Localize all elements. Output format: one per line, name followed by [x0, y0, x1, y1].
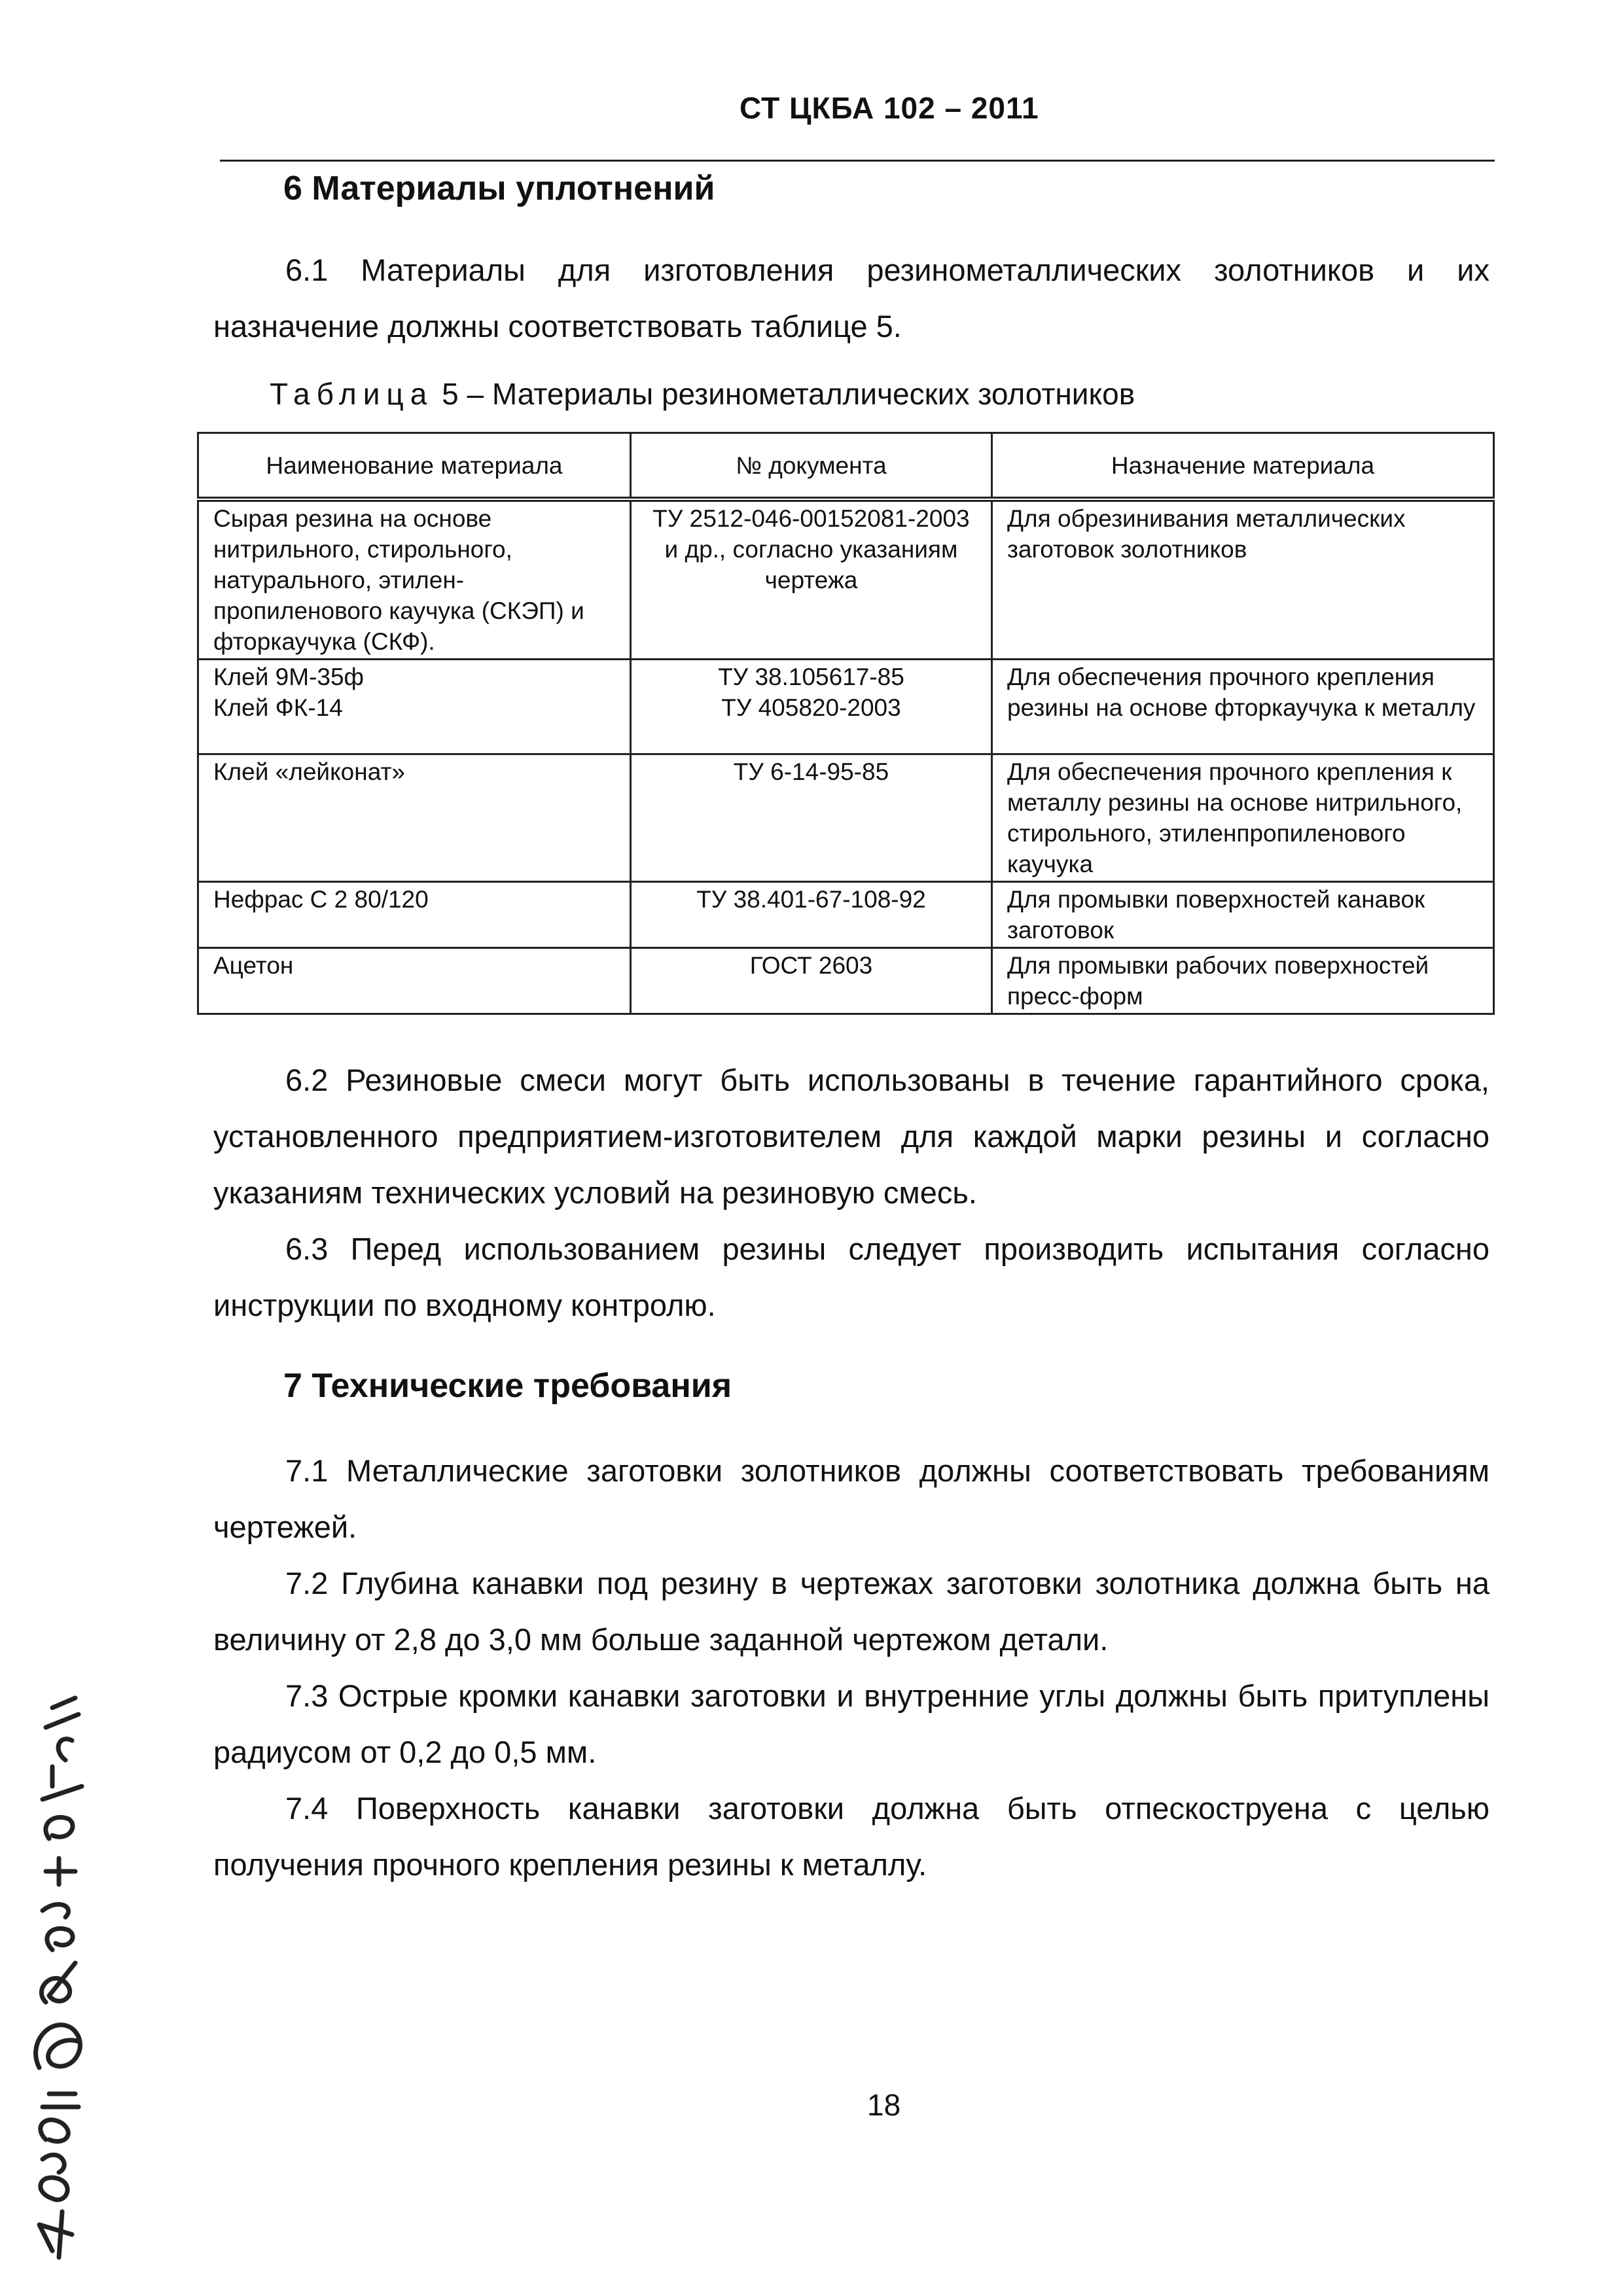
cell-document: ТУ 38.401-67-108-92 [630, 882, 991, 948]
cell-material: Ацетон [198, 948, 631, 1014]
paragraph-6-2: 6.2 Резиновые смеси могут быть использованы в течение гарантийного срока, установленного предприятием-изготовителем для каждой марки резины и согласно указаниям технических условий на резиновую смесь. [213, 1063, 1489, 1210]
table-caption-text: 5 – Материалы резинометаллических золотников [442, 377, 1135, 411]
materials-table [197, 432, 1495, 1015]
paragraphs-6-2-6-3 [213, 1052, 1489, 1333]
header-rule [220, 160, 1495, 162]
table-row [198, 660, 1494, 754]
handwritten-signature [13, 1688, 137, 2264]
cell-purpose: Для обеспечения прочного крепления резины на основе фторкаучука к металлу [992, 660, 1494, 754]
section-7-title: 7 Технические требования [283, 1367, 732, 1405]
cell-purpose: Для промывки рабочих поверхностей пресс-форм [992, 948, 1494, 1014]
cell-document: ТУ 2512-046-00152081-2003 и др., согласно указаниям чертежа [630, 499, 991, 660]
cell-document: ГОСТ 2603 [630, 948, 991, 1014]
cell-material: Клей 9М-35ф Клей ФК-14 [198, 660, 631, 754]
paragraph-6-1-text: 6.1 Материалы для изготовления резинометаллических золотников и их назначение должны соответствовать таблице 5. [213, 253, 1489, 344]
header-material-purpose: Назначение материала [992, 433, 1494, 500]
cell-purpose: Для промывки поверхностей канавок заготовок [992, 882, 1494, 948]
cell-material: Клей «лейконат» [198, 754, 631, 882]
paragraph-6-3: 6.3 Перед использованием резины следует производить испытания согласно инструкции по входному контролю. [213, 1231, 1489, 1322]
document-code: СТ ЦКБА 102 – 2011 [740, 91, 1039, 125]
paragraph-7-4: 7.4 Поверхность канавки заготовки должна быть отпескоструена с целью получения прочного крепления резины к металлу. [213, 1791, 1489, 1882]
cell-material: Нефрас С 2 80/120 [198, 882, 631, 948]
table-header-row [198, 433, 1494, 500]
table-row [198, 882, 1494, 948]
header-material-name: Наименование материала [198, 433, 631, 500]
table-row [198, 754, 1494, 882]
paragraph-7-3: 7.3 Острые кромки канавки заготовки и внутренние углы должны быть притуплены радиусом от 0,2 до 0,5 мм. [213, 1678, 1489, 1769]
paragraph-7-2: 7.2 Глубина канавки под резину в чертежах заготовки золотника должна быть на величину от 2,8 до 3,0 мм больше заданной чертежом детали. [213, 1566, 1489, 1657]
cell-document: ТУ 38.105617-85 ТУ 405820-2003 [630, 660, 991, 754]
cell-document: ТУ 6-14-95-85 [630, 754, 991, 882]
cell-purpose: Для обеспечения прочного крепления к металлу резины на основе нитрильного, стирольного, этиленпропиленового каучука [992, 754, 1494, 882]
cell-purpose: Для обрезинивания металлических заготовок золотников [992, 499, 1494, 660]
paragraph-6-1 [213, 242, 1489, 355]
cell-material: Сырая резина на основе нитрильного, стирольного, натурального, этилен-пропиленового каучука (СКЭП) и фторкаучука (СКФ). [198, 499, 631, 660]
header-document-number: № документа [630, 433, 991, 500]
section-6-title: 6 Материалы уплотнений [283, 169, 715, 207]
paragraph-7-1: 7.1 Металлические заготовки золотников должны соответствовать требованиям чертежей. [213, 1453, 1489, 1544]
table-caption-word: Таблица [270, 377, 434, 411]
table-5-caption [270, 376, 1135, 412]
paragraphs-7 [213, 1443, 1489, 1893]
table-row [198, 499, 1494, 660]
table-row [198, 948, 1494, 1014]
page-number: 18 [867, 2088, 901, 2122]
